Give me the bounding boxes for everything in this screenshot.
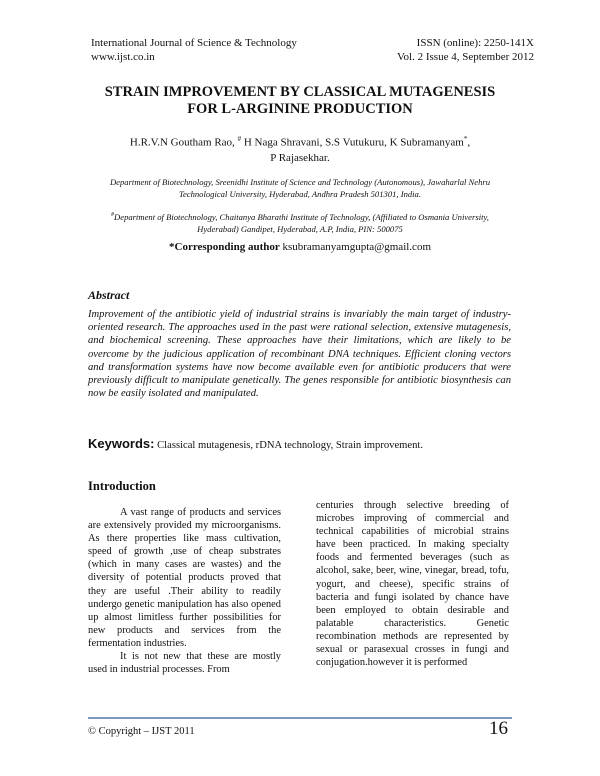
affiliation-2-text: Department of Biotechnology, Chaitanya Bharathi Institute of Technology, (Affiliated to Osmania University, Hyderabad) Gandipet, Hyderabad, A.P, India, PIN: 500075 <box>114 211 489 234</box>
title-line-2: FOR L-ARGININE PRODUCTION <box>187 101 413 117</box>
footer-rule <box>88 717 512 719</box>
author-first: H.R.V.N Goutham Rao, <box>129 136 238 149</box>
author-last: P Rajasekhar. <box>270 151 330 164</box>
abstract-heading: Abstract <box>88 288 130 302</box>
body-column-left <box>88 506 281 676</box>
affiliation-2 <box>90 209 510 235</box>
author-mark-hash: # <box>237 135 242 143</box>
volume-issue: Vol. 2 Issue 4, September 2012 <box>397 51 534 63</box>
journal-website: www.ijst.co.in <box>91 51 155 63</box>
issn: ISSN (online): 2250-141X <box>416 37 534 49</box>
corresponding-email: ksubramanyamgupta@gmail.com <box>279 241 431 253</box>
paper-title <box>60 84 540 118</box>
title-line-1: STRAIN IMPROVEMENT BY CLASSICAL MUTAGENESIS <box>104 84 496 100</box>
intro-paragraph-2: It is not new that these are mostly used in industrial processes. From <box>88 651 281 676</box>
author-list <box>70 132 530 166</box>
corresponding-author <box>60 241 540 253</box>
introduction-heading: Introduction <box>88 479 156 493</box>
body-column-right <box>316 499 509 669</box>
footer-copyright: © Copyright – IJST 2011 <box>88 726 195 737</box>
author-middle: H Naga Shravani, S.S Vutukuru, K Subramanyam <box>241 136 464 149</box>
abstract-body: Improvement of the antibiotic yield of industrial strains is invariably the main target of industry-oriented research. The approaches used in the past were rational selection, extensive mutagenesis, and biochemical screening. These approaches have their limitations, which are likely to be overcome by the judicious application of recombinant DNA techniques. Efficient cloning vectors and transformation systems have now become available even for antibiotic producers that were previously difficult to manipulate genetically. The genes responsible for antibiotic biosynthesis can now be easily isolated and manipulated. <box>88 309 511 400</box>
keywords-text: Classical mutagenesis, rDNA technology, Strain improvement. <box>154 440 423 451</box>
corresponding-label: *Corresponding author <box>169 241 280 253</box>
journal-name: International Journal of Science & Technology <box>91 37 297 49</box>
page-number: 16 <box>489 718 508 739</box>
affiliation-1: Department of Biotechnology, Sreenidhi Institute of Science and Technology (Autonomous), Jawaharlal Nehru Technological University, Hyderabad, Andhra Pradesh 501301, India. <box>109 177 491 199</box>
running-header-left <box>91 36 297 64</box>
keywords <box>88 436 518 451</box>
running-header-right <box>397 36 534 64</box>
author-comma: , <box>467 136 471 149</box>
affiliation-mark: # <box>111 212 115 218</box>
intro-paragraph-1: A vast range of products and services are extensively provided my microorganisms. As there properties like mass cultivation, speed of growth ,use of cheap substrates (which in many cases are wastes) and the diversity of potential products proved that they are useful .Their ability to readily undergo genetic manipulation has also opened up almost limitless further possibilities for new products and services from the fermentation industries. <box>88 507 281 649</box>
author-mark-star: * <box>463 135 468 143</box>
intro-paragraph-3: centuries through selective breeding of microbes improving of commercial and technical capabilities of microbial strains have been practiced. In making specialty foods and fermented beverages (such as alcohol, sake, beer, wine, vinegar, bread, tofu, yogurt, and cheese), specific strains of bacteria and fungi isolated by chance have been employed to obtain desirable and palatable characteristics. Genetic recombination methods are represented by sexual or parasexual crosses in fungi and conjugation.however it is performed <box>316 500 509 669</box>
keywords-label: Keywords: <box>88 436 155 451</box>
